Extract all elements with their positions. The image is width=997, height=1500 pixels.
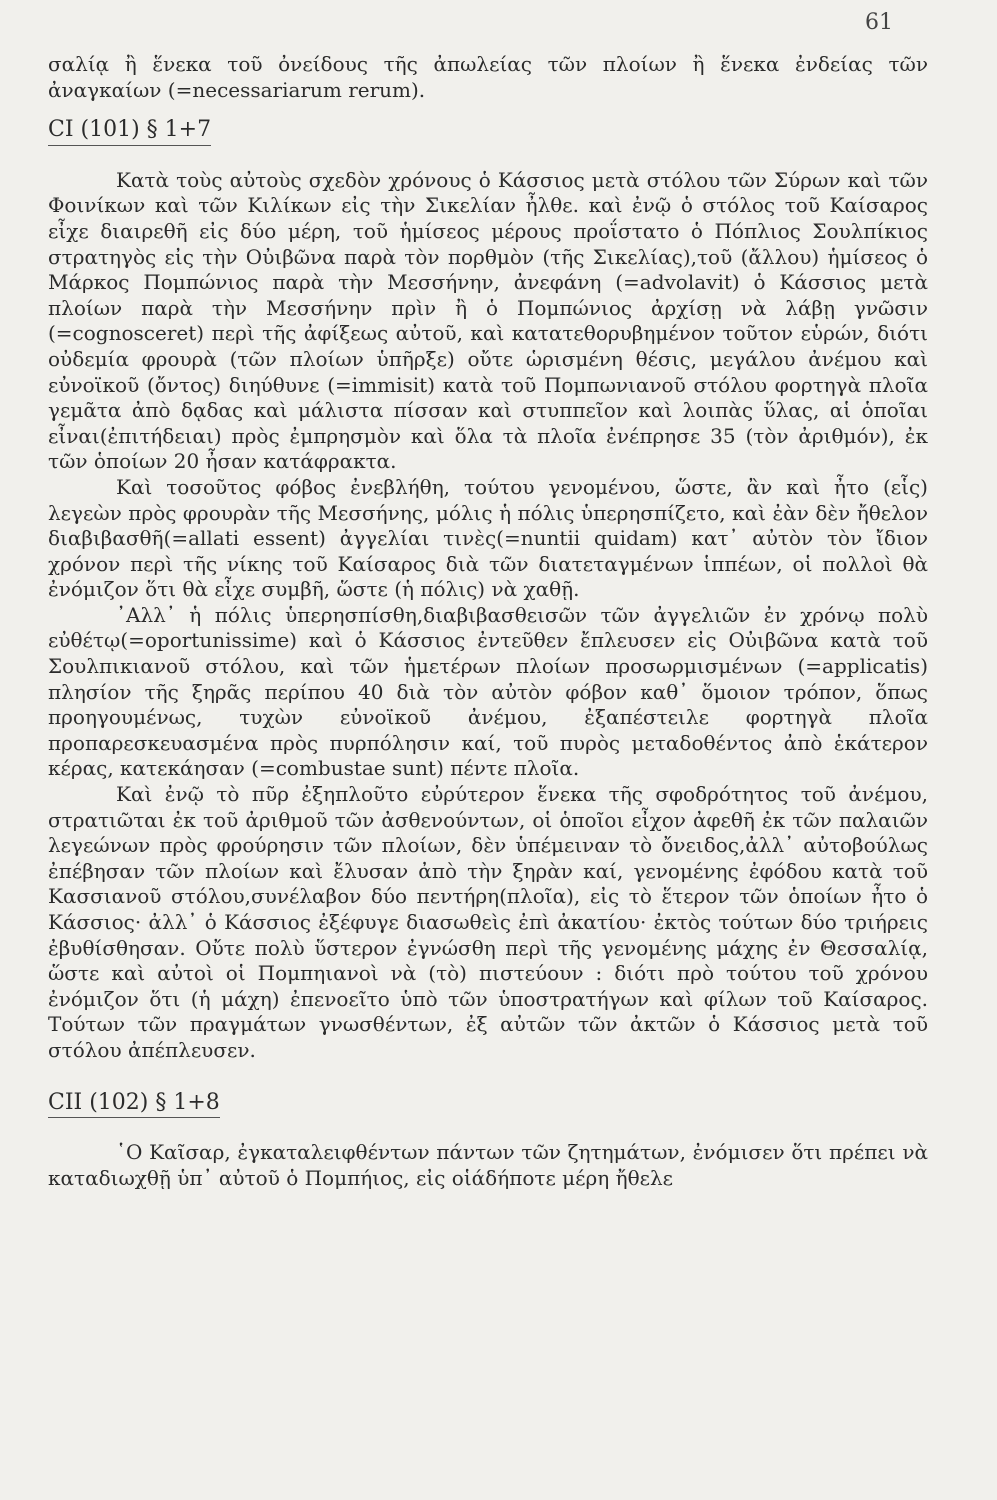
- section-101-paragraph-4: Καὶ ἐνῷ τὸ πῦρ ἐξηπλοῦτο εὐρύτερον ἕνεκα τῆς σφοδρότητος τοῦ ἀνέμου, στρατιῶται ἐκ τοῦ ἀριθμοῦ τῶν ἀσθενούντων, οἱ ὁποῖοι εἶχον ἀφεθῆ ἐκ τῶν παλαιῶν λεγεώνων πρὸς φρούρησιν τῶν πλοίων, δὲν ὑπέμειναν τὸ ὄνειδος,ἀλλ᾽ αὐτοβούλως ἐπέβησαν τῶν πλοίων καὶ ἔλυσαν ἀπὸ τὴν ξηρὰν καί, γενομένης ἐφόδου κατὰ τοῦ Κασσιανοῦ στόλου,συνέλαβον δύο πεντήρη(πλοῖα), εἰς τὸ ἕτερον τῶν ὁποίων ἦτο ὁ Κάσσιος· ἀλλ᾽ ὁ Κάσσιος ἐξέφυγε διασωθεὶς ἐπὶ ἀκατίου· ἐκτὸς τούτων δύο τριήρεις ἐβυθίσθησαν. Οὔτε πολὺ ὕστερον ἐγνώσθη περὶ τῆς γενομένης μάχης ἐν Θεσσαλίᾳ, ὥστε καὶ αὐτοὶ οἱ Πομπηιανοὶ νὰ (τὸ) πιστεύουν : διότι πρὸ τούτου τοῦ χρόνου ἐνόμιζον ὅτι (ἡ μάχη) ἐπενοεῖτο ὑπὸ τῶν ὑποστρατήγων καὶ φίλων τοῦ Καίσαρος. Τούτων τῶν πραγμάτων γνωσθέντων, ἐξ αὐτῶν τῶν ἀκτῶν ὁ Κάσσιος μετὰ τοῦ στόλου ἀπέπλευσεν.: [48, 782, 928, 1062]
- page-number: 61: [865, 10, 893, 35]
- section-102-paragraph-1: ῾Ο Καῖσαρ, ἐγκαταλειφθέντων πάντων τῶν ζητημάτων, ἐνόμισεν ὅτι πρέπει νὰ καταδιωχθῇ ὑπ᾽ αὐτοῦ ὁ Πομπήιος, εἰς οἱάδήποτε μέρη ἤθελε: [48, 1140, 928, 1190]
- opening-paragraph: σαλίᾳ ἢ ἕνεκα τοῦ ὀνείδους τῆς ἀπωλείας τῶν πλοίων ἢ ἕνεκα ἐνδείας τῶν ἀναγκαίων (=necessariarum rerum).: [48, 52, 928, 102]
- section-101-paragraph-2: Καὶ τοσοῦτος φόβος ἐνεβλήθη, τούτου γενομένου, ὥστε, ἂν καὶ ἦτο (εἷς) λεγεὼν πρὸς φρουρὰν τῆς Μεσσήνης, μόλις ἡ πόλις ὑπερησπίζετο, καὶ ἐὰν δὲν ἤθελον διαβιβασθῆ(=allati essent) ἀγγελίαι τινὲς(=nuntii quidam) κατ᾽ αὐτὸν τὸν ἴδιον χρόνον περὶ τῆς νίκης τοῦ Καίσαρος διὰ τῶν διατεταγμένων ἱππέων, οἱ πολλοὶ θὰ ἐνόμιζον ὅτι θὰ εἶχε συμβῆ, ὥστε (ἡ πόλις) νὰ χαθῇ.: [48, 474, 928, 602]
- section-102-heading: CII (102) § 1+8: [48, 1090, 220, 1119]
- section-101-heading: CI (101) § 1+7: [48, 117, 211, 146]
- section-101-paragraph-3: ᾿Αλλ᾽ ἡ πόλις ὑπερησπίσθη,διαβιβασθεισῶν τῶν ἀγγελιῶν ἐν χρόνῳ πολὺ εὐθέτῳ(=oportunissime) καὶ ὁ Κάσσιος ἐντεῦθεν ἔπλευσεν εἰς Οὐιβῶνα κατὰ τοῦ Σουλπικιανοῦ στόλου, καὶ τῶν ἡμετέρων πλοίων προσωρμισμένων (=applicatis) πλησίον τῆς ξηρᾶς περίπου 40 διὰ τὸν αὐτὸν φόβον καθ᾽ ὅμοιον τρόπον, ὅπως προηγουμένως, τυχὼν εὐνοϊκοῦ ἀνέμου, ἐξαπέστειλε φορτηγὰ πλοῖα προπαρεσκευασμένα πρὸς πυρπόλησιν καί, τοῦ πυρὸς μεταδοθέντος ἀπὸ ἑκάτερον κέρας, κατεκάησαν (=combustae sunt) πέντε πλοῖα.: [48, 602, 928, 781]
- section-101-paragraph-1: Κατὰ τοὺς αὐτοὺς σχεδὸν χρόνους ὁ Κάσσιος μετὰ στόλου τῶν Σύρων καὶ τῶν Φοινίκων καὶ τῶν Κιλίκων εἰς τὴν Σικελίαν ἦλθε. καὶ ἐνῷ ὁ στόλος τοῦ Καίσαρος εἶχε διαιρεθῆ εἰς δύο μέρη, τοῦ ἡμίσεος μέρους προΐστατο ὁ Πόπλιος Σουλπίκιος στρατηγὸς εἰς τὴν Οὐιβῶνα παρὰ τὸν πορθμὸν (τῆς Σικελίας),τοῦ (ἄλλου) ἡμίσεος ὁ Μάρκος Πομπώνιος παρὰ τὴν Μεσσήνην, ἀνεφάνη (=advolavit) ὁ Κάσσιος μετὰ πλοίων παρὰ τὴν Μεσσήνην πρὶν ἢ ὁ Πομπώνιος ἀρχίσῃ νὰ λάβῃ γνῶσιν (=cognosceret) περὶ τῆς ἀφίξεως αὐτοῦ, καὶ κατατεθορυβημένον τοῦτον εὑρών, διότι οὐδεμία φρουρὰ (τῶν πλοίων ὑπῆρξε) οὔτε ὡρισμένη θέσις, μεγάλου ἀνέμου καὶ εὐνοϊκοῦ (ὄντος) διηύθυνε (=immisit) κατὰ τοῦ Πομπωνιανοῦ στόλου φορτηγὰ πλοῖα γεμᾶτα ἀπὸ δᾳδας καὶ μάλιστα πίσσαν καὶ στυππεῖον καὶ λοιπὰς ὕλας, αἱ ὁποῖαι εἶναι(ἐπιτήδειαι) πρὸς ἐμπρησμὸν καὶ ὅλα τὰ πλοῖα ἐνέπρησε 35 (τὸν ἀριθμόν), ἐκ τῶν ὁποίων 20 ἦσαν κατάφρακτα.: [48, 167, 928, 474]
- page-body: [48, 52, 928, 1191]
